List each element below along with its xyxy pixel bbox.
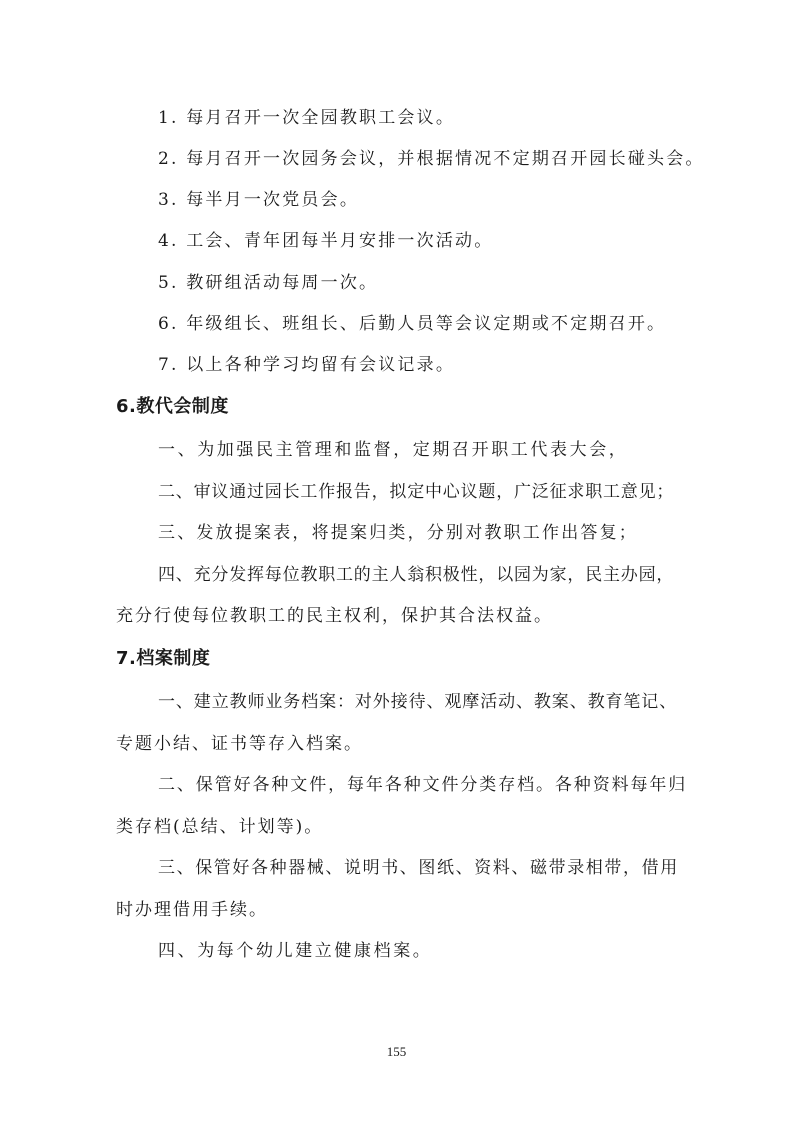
paragraph-line: 充分行使每位教职工的民主权利，保护其合法权益。: [116, 606, 553, 626]
paragraph-line: 四、为每个幼儿建立健康档案。: [158, 941, 433, 961]
list-item: 7. 以上各种学习均留有会议记录。: [158, 355, 456, 375]
section-heading: 6.教代会制度: [116, 396, 229, 417]
paragraph-line: 三、发放提案表，将提案归类，分别对教职工作出答复；: [158, 523, 638, 543]
paragraph-line: 类存档(总结、计划等)。: [116, 817, 324, 837]
paragraph-line: 三、保管好各种器械、说明书、图纸、资料、磁带录相带，借用: [158, 858, 679, 878]
paragraph-line: 时办理借用手续。: [116, 900, 268, 920]
list-item: 6. 年级组长、班组长、后勤人员等会议定期或不定期召开。: [158, 314, 667, 334]
paragraph-line: 一、为加强民主管理和监督，定期召开职工代表大会，: [158, 440, 629, 460]
page-number: 155: [386, 1044, 407, 1059]
list-item: 2. 每月召开一次园务会议，并根据情况不定期召开园长碰头会。: [158, 149, 705, 169]
paragraph-line: 一、建立教师业务档案：对外接待、观摩活动、教案、教育笔记、: [158, 692, 678, 712]
list-item: 4. 工会、青年团每半月安排一次活动。: [158, 231, 494, 251]
list-item: 1. 每月召开一次全园教职工会议。: [158, 108, 456, 128]
paragraph-line: 四、充分发挥每位教职工的主人翁积极性，以园为家，民主办园，: [158, 565, 675, 585]
section-heading: 7.档案制度: [116, 648, 211, 669]
paragraph-line: 二、审议通过园长工作报告，拟定中心议题，广泛征求职工意见；: [158, 482, 675, 502]
list-item: 5. 教研组活动每周一次。: [158, 273, 379, 293]
paragraph-line: 专题小结、证书等存入档案。: [116, 734, 363, 754]
list-item: 3. 每半月一次党员会。: [158, 190, 360, 210]
paragraph-line: 二、保管好各种文件，每年各种文件分类存档。各种资料每年归: [158, 775, 688, 795]
